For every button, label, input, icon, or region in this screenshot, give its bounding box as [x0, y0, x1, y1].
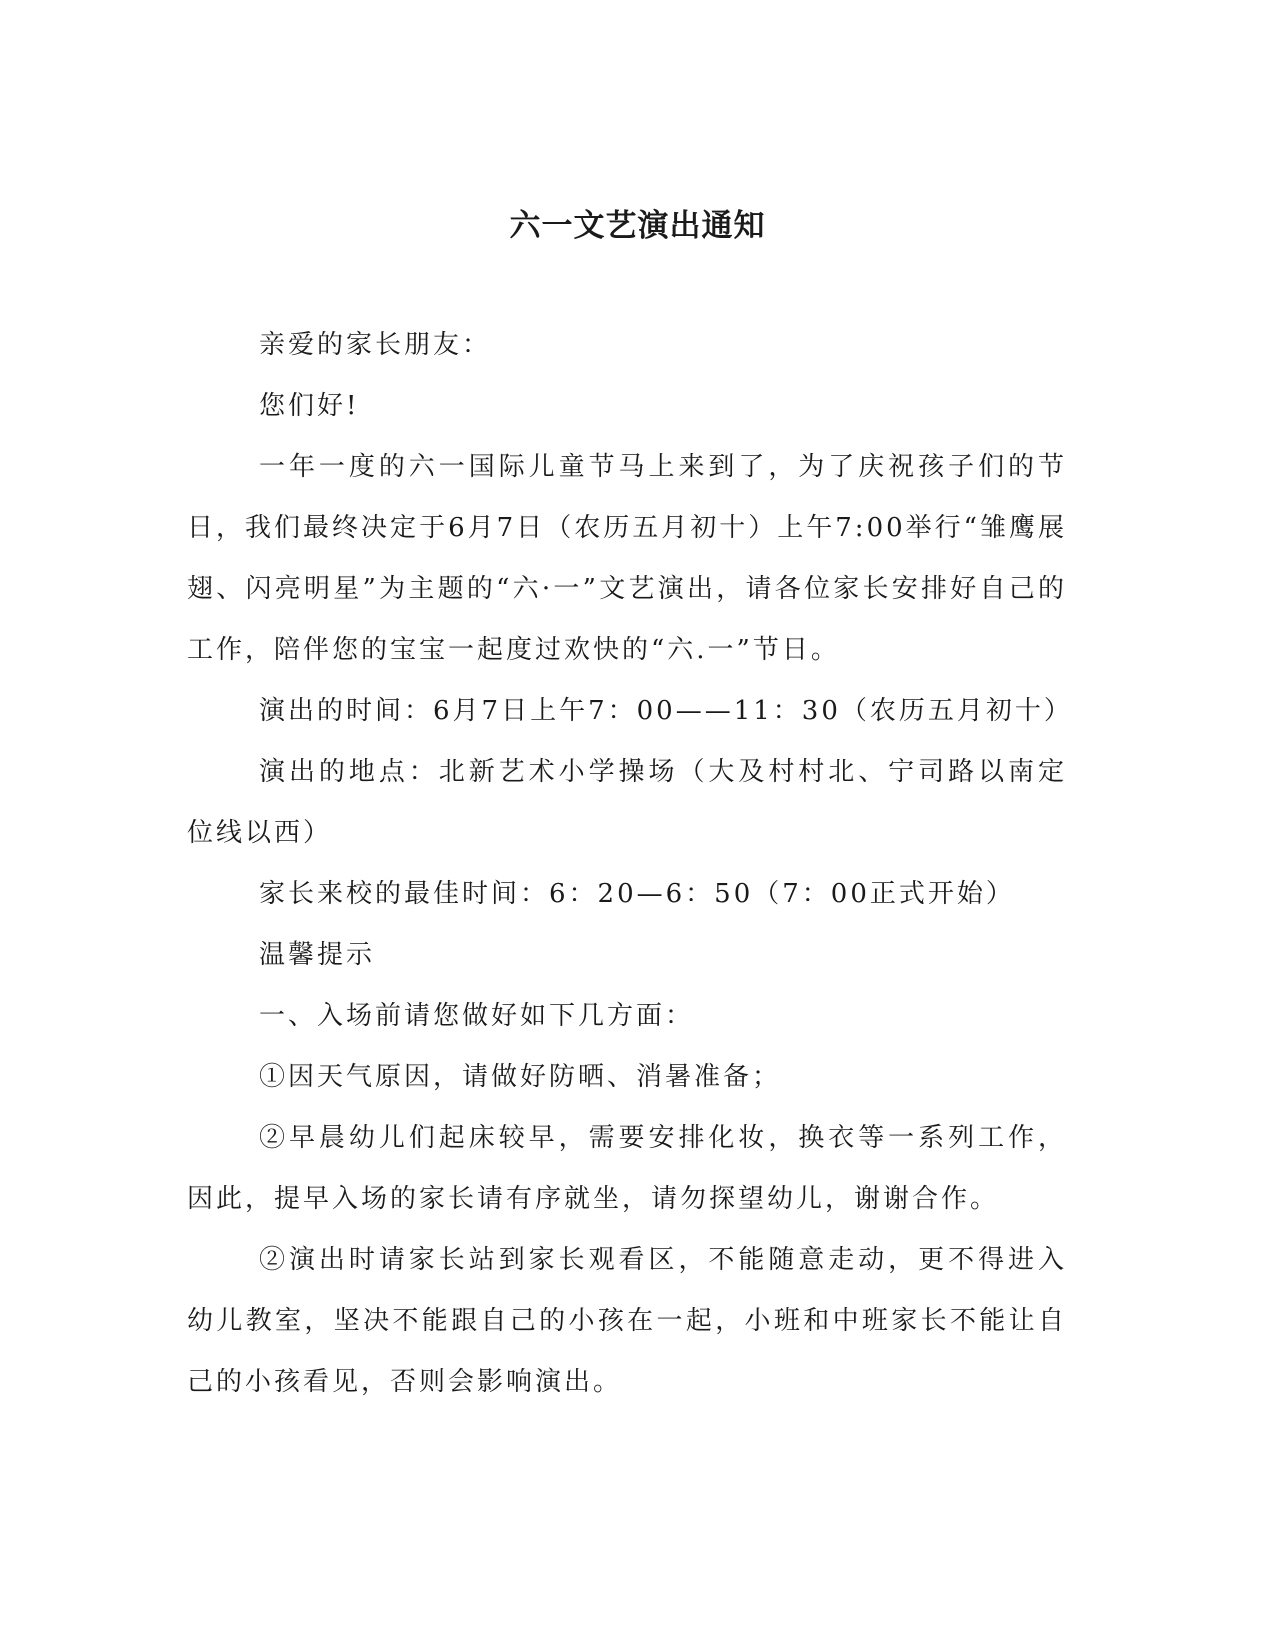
tips-heading: 温馨提示: [259, 940, 376, 970]
event-time: 演出的时间：6月7日上午7：00——11：30（农历五月初十）: [259, 696, 1073, 726]
tip-item-2: ②早晨幼儿们起床较早，需要安排化妆，换衣等一系列工作，因此，提早入场的家长请有序就坐，请勿探望幼儿，谢谢合作。: [187, 1123, 1067, 1214]
tips-section-one: 一、入场前请您做好如下几方面：: [259, 1001, 695, 1031]
event-location: 演出的地点：北新艺术小学操场（大及村村北、宁司路以南定位线以西）: [187, 757, 1067, 848]
page-title: 六一文艺演出通知: [509, 208, 766, 244]
greeting: 您们好!: [259, 391, 360, 421]
salutation: 亲爱的家长朋友：: [259, 330, 492, 360]
tip-item-3: ②演出时请家长站到家长观看区，不能随意走动，更不得进入幼儿教室，坚决不能跟自己的小孩在一起，小班和中班家长不能让自己的小孩看见，否则会影响演出。: [187, 1245, 1067, 1397]
arrival-time: 家长来校的最佳时间：6：20—6：50（7：00正式开始）: [259, 879, 1015, 909]
tip-item-1: ①因天气原因，请做好防晒、消暑准备；: [259, 1062, 782, 1092]
intro-paragraph: 一年一度的六一国际儿童节马上来到了，为了庆祝孩子们的节日，我们最终决定于6月7日（农历五月初十）上午7:00举行“雏鹰展翅、闪亮明星”为主题的“六·一”文艺演出，请各位家长安排好自己的工作，陪伴您的宝宝一起度过欢快的“六.一”节日。: [187, 452, 1067, 665]
document-body: [187, 315, 1073, 1413]
